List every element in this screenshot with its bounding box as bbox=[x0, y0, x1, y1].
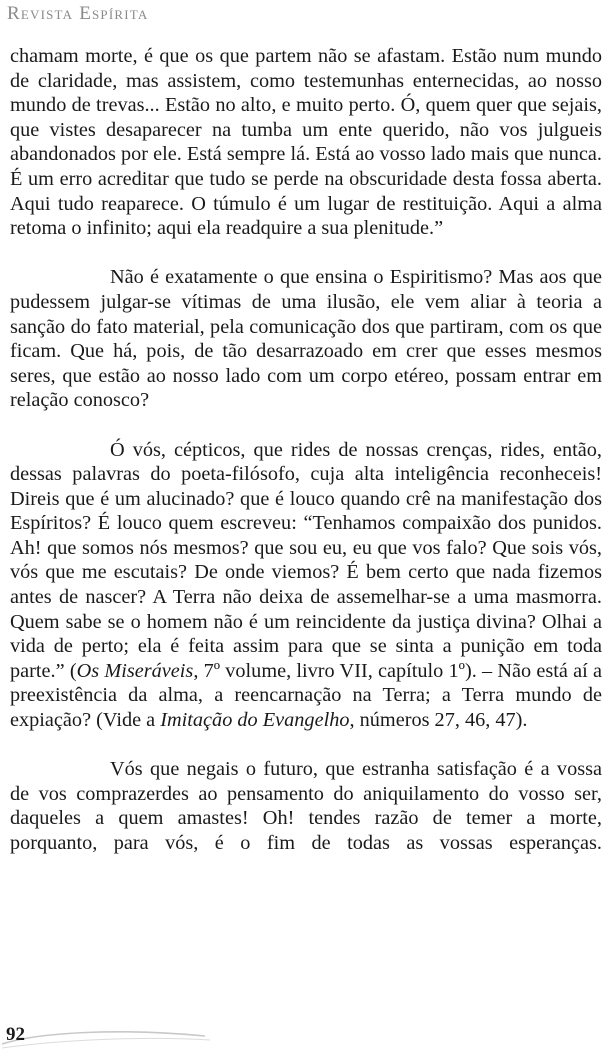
paragraph-3-text-b: , 7º volume, livro VII, capítulo 1º). – Não está aí a preexistência da alma, a reencarnação na Terra; a Terra mundo de expiação? (Vide a bbox=[10, 659, 602, 732]
paragraph-1: chamam morte, é que os que partem não se afastam. Estão num mundo de claridade, mas assistem, como testemunhas enternecidas, ao nosso mundo de trevas... Estão no alto, e muito perto. Ó, quem quer que sejais, que vistes desaparecer na tumba um ente querido, não vos julgueis abandonados por ele. Está sempre lá. Está ao vosso lado mais que nunca. É um erro acreditar que tudo se perde na obscuridade desta fossa aberta. Aqui tudo reaparece. O túmulo é um lugar de restituição. Aqui a alma retoma o infinito; aqui ela readquire a sua plenitude.” bbox=[10, 45, 602, 240]
book-title-os-miseraveis: Os Miseráveis bbox=[76, 659, 194, 682]
paragraph-3 bbox=[10, 438, 602, 733]
paragraph-3-text-c: , números 27, 46, 47). bbox=[349, 709, 528, 732]
book-title-imitacao-do-evangelho: Imitação do Evangelho bbox=[160, 709, 350, 732]
paragraph-3-text-a: Ó vós, cépticos, que rides de nossas crenças, rides, então, dessas palavras do poeta-filósofo, cuja alta inteligência reconheceis! Direis que é um alucinado? que é louco quando crê na manifestação dos Espíritos? É louco quem escreveu: “Tenhamos compaixão dos punidos. Ah! que somos nós mesmos? que sou eu, eu que vos falo? Que sois vós, vós que me escutais? De onde viemos? É bem certo que nada fizemos antes de nascer? A Terra não deixa de assemelhar-se a uma masmorra. Quem sabe se o homem não é um reincidente da justiça divina? Olhai a vida de perto; ela é feita assim para que se sinta a punição em toda parte.” ( bbox=[10, 438, 602, 682]
footer-swoosh-ornament bbox=[0, 1014, 230, 1056]
page-number: 92 bbox=[6, 1024, 25, 1045]
page-body bbox=[10, 44, 602, 856]
page-footer bbox=[0, 1014, 607, 1056]
paragraph-2: Não é exatamente o que ensina o Espiritismo? Mas aos que pudessem julgar-se vítimas de uma ilusão, ele vem aliar à teoria a sanção do fato material, pela comunicação dos que partiram, com os que ficam. Que há, pois, de tão desarrazoado em crer que esses mesmos seres, que estão ao nosso lado com um corpo etéreo, possam entrar em relação conosco? bbox=[10, 266, 602, 412]
paragraph-4: Vós que negais o futuro, que estranha satisfação é a vossa de vos comprazerdes ao pensamento do aniquilamento do vosso ser, daqueles a quem amastes! Oh! tendes razão de temer a morte, porquanto, para vós, é o fim de todas as vossas esperanças. bbox=[10, 758, 602, 854]
running-header: Revista Espírita bbox=[7, 3, 149, 24]
